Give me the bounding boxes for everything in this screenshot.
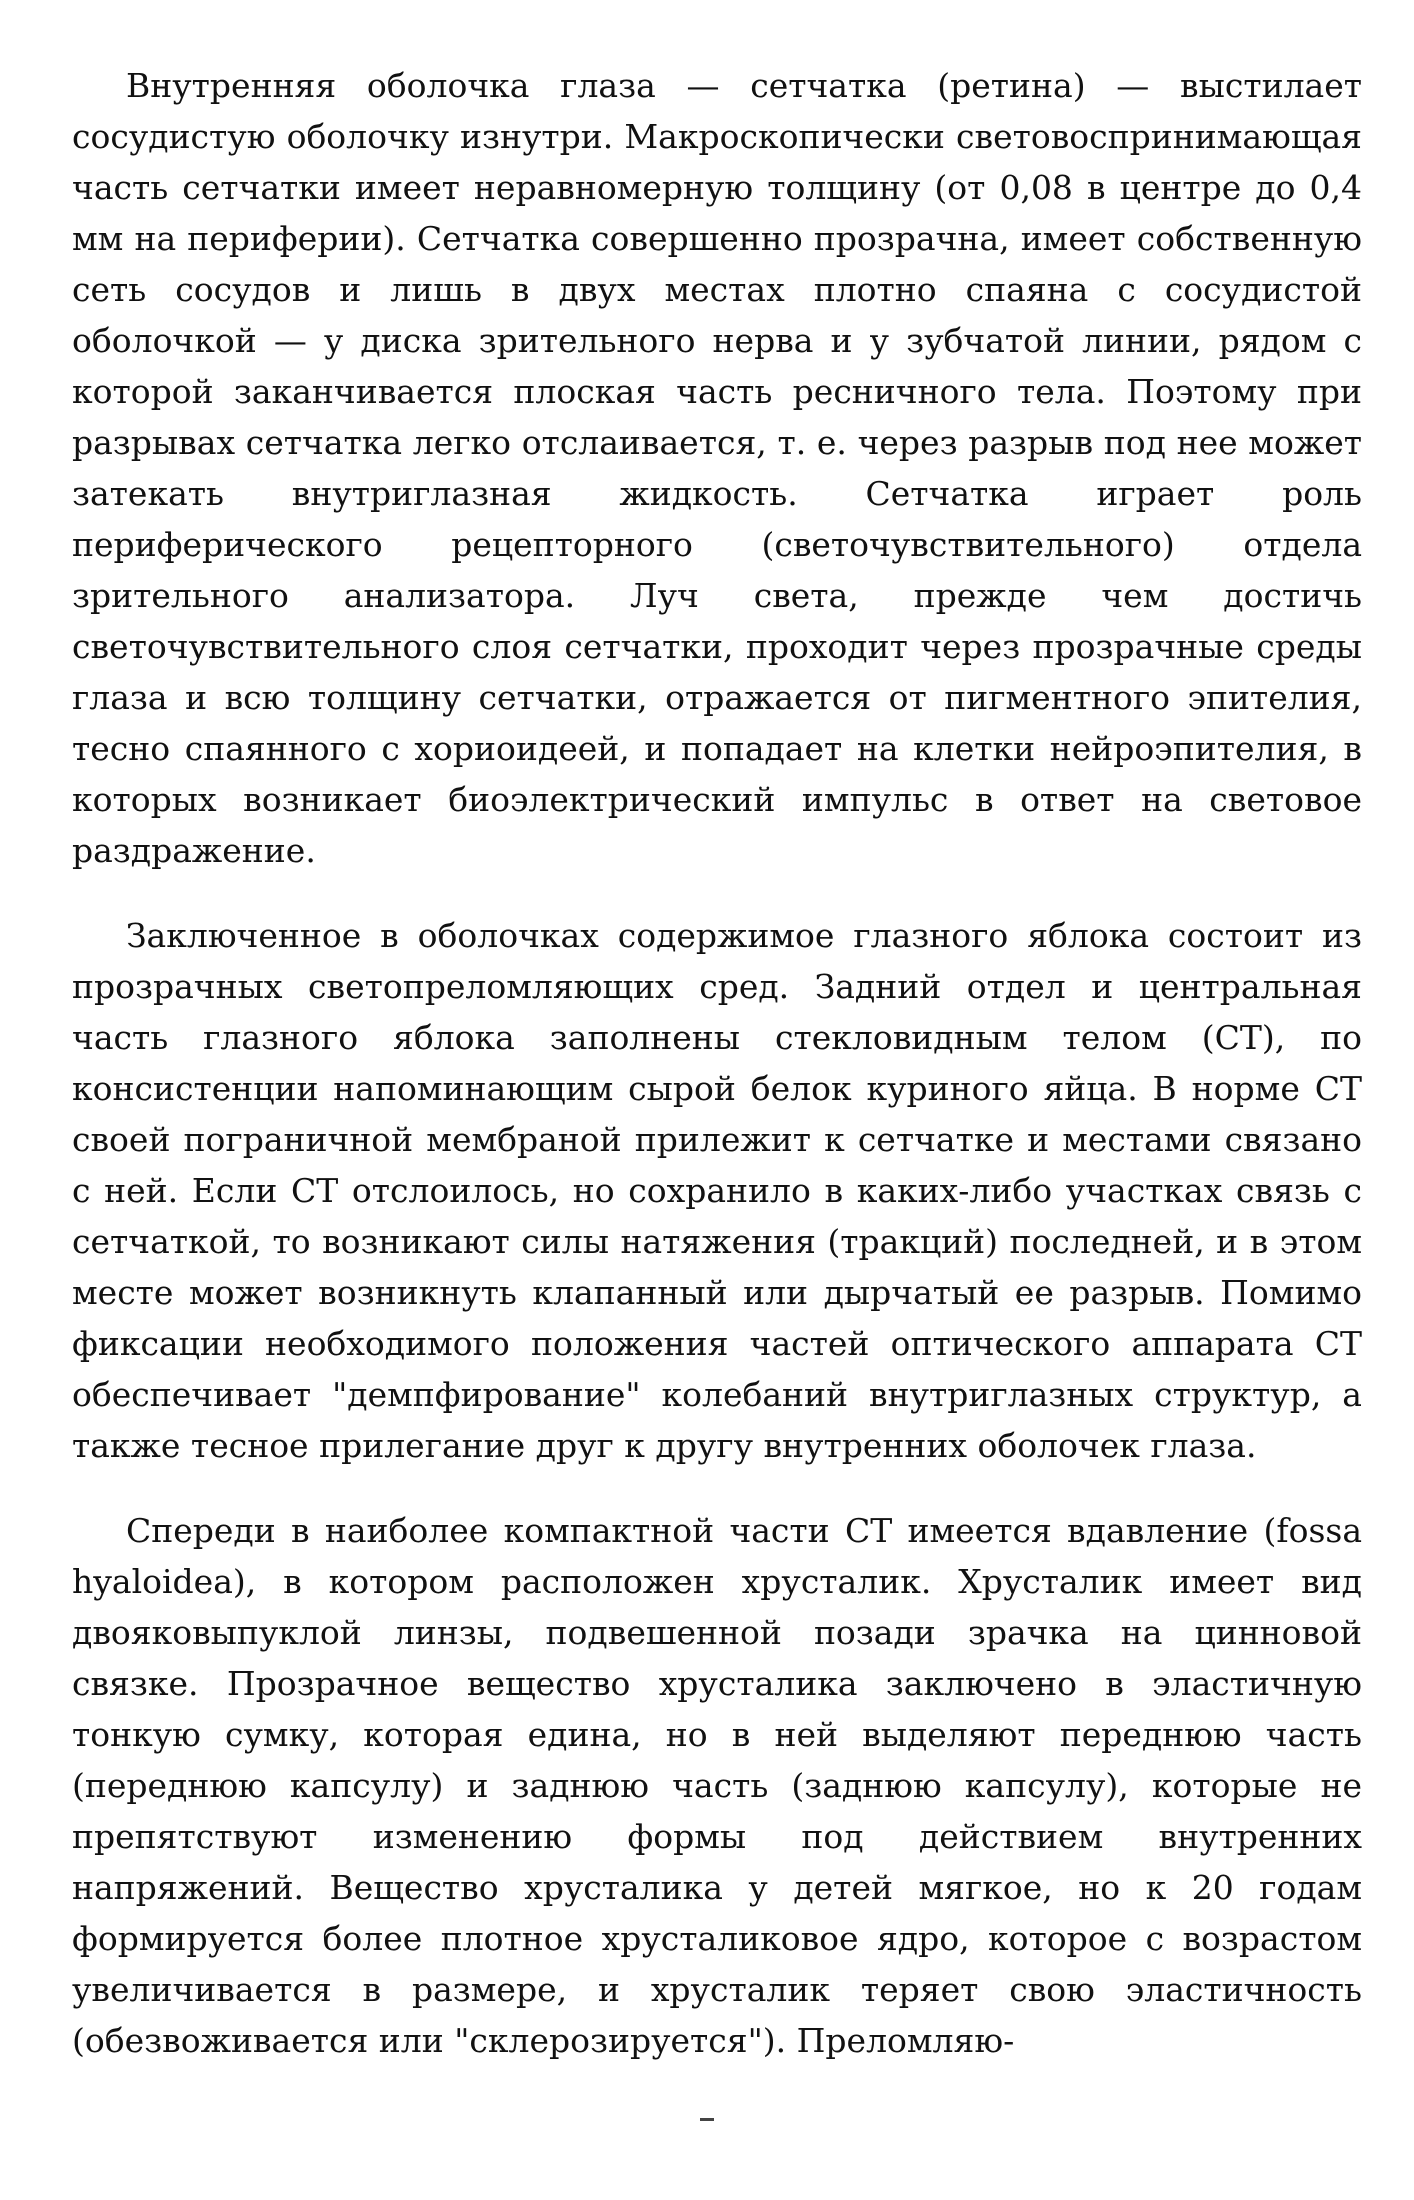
paragraph-vitreous-body: Заключенное в оболочках содержимое глазного яблока состоит из прозрачных светопреломляющих сред. Задний отдел и центральная часть глазного яблока заполнены стекловидным телом (СТ), по консистенции напоминающим сырой белок куриного яйца. В норме СТ своей пограничной мембраной прилежит к сетчатке и местами связано с ней. Если СТ отслоилось, но сохранило в каких-либо участках связь с сетчаткой, то возникают силы натяжения (тракций) последней, и в этом месте может возникнуть клапанный или дырчатый ее разрыв. Помимо фиксации необходимого положения частей оптического аппарата СТ обеспечивает "демпфирование" колебаний внутриглазных структур, а также тесное прилегание друг к другу внутренних оболочек глаза. — [72, 916, 1362, 1465]
paragraph-lens: Спереди в наиболее компактной части СТ имеется вдавление (fossa hyaloidea), в котором расположен хрусталик. Хрусталик имеет вид двояковыпуклой линзы, подвешенной позади зрачка на цинновой связке. Прозрачное вещество хрусталика заключено в эластичную тонкую сумку, которая едина, но в ней выделяют переднюю часть (переднюю капсулу) и заднюю часть (заднюю капсулу), которые не препятствуют изменению формы под действием внутренних напряжений. Вещество хрусталика у детей мягкое, но к 20 годам формируется более плотное хрусталиковое ядро, которое с возрастом увеличивается в размере, и хрусталик теряет свою эластичность (обезвоживается или "склерозируется"). Преломляю- — [72, 1511, 1362, 2060]
paragraph-retina: Внутренняя оболочка глаза — сетчатка (ретина) — выстилает сосудистую оболочку изнутри. Макроскопически световоспринимающая часть сетчатки имеет неравномерную толщину (от 0,08 в центре до 0,4 мм на периферии). Сетчатка совершенно прозрачна, имеет собственную сеть сосудов и лишь в двух местах плотно спаяна с сосудистой оболочкой — у диска зрительного нерва и у зубчатой линии, рядом с которой заканчивается плоская часть ресничного тела. Поэтому при разрывах сетчатка легко отслаивается, т. е. через разрыв под нее может затекать внутриглазная жидкость. Сетчатка играет роль периферического рецепторного (светочувствительного) отдела зрительного анализатора. Луч света, прежде чем достичь светочувствительного слоя сетчатки, проходит через прозрачные среды глаза и всю толщину сетчатки, отражается от пигментного эпителия, тесно спаянного с хориоидеей, и попадает на клетки нейроэпителия, в которых возникает биоэлектрический импульс в ответ на световое раздражение. — [72, 66, 1362, 870]
page-marker — [700, 2118, 714, 2121]
page-marker-text — [700, 2118, 701, 2119]
document-page — [72, 60, 1362, 2066]
